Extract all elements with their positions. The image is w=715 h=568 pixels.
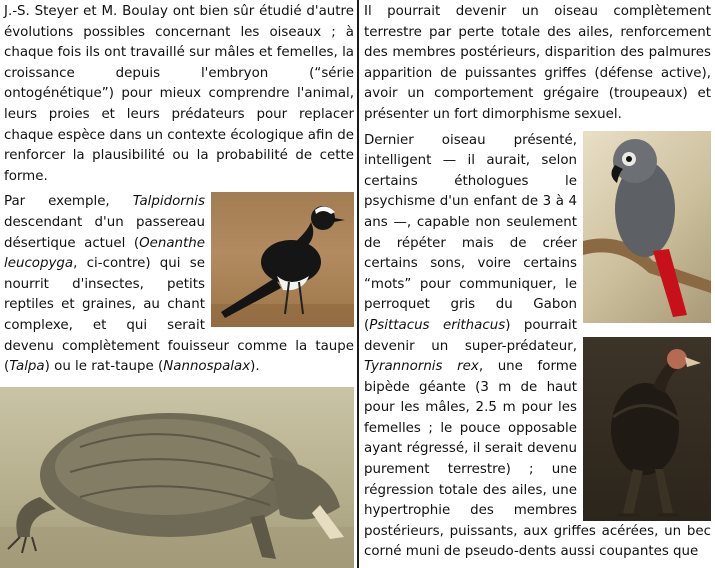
white-crowned-wheatear-photo (211, 192, 354, 327)
left-paragraph-2-block (4, 192, 354, 377)
left-paragraph-2: Par exemple, Talpidornis descendant d'un passereau désertique actuel (Oenanthe leucopyga, ci-contre) qui se nourrit d'insectes, petits reptiles et graines, au chant complexe, et qui serait devenu complètement fouisseur comme la taupe (Talpa) ou le rat-taupe (Nannospalax). (4, 194, 354, 375)
right-column (364, 2, 711, 563)
taxon-talpidornis: Talpidornis (132, 194, 205, 210)
taxon-talpa: Talpa (9, 359, 45, 375)
right-paragraph-1: Il pourrait devenir un oiseau complètement terrestre par perte totale des ailes, renforcement des membres postérieurs, disparition des palmures apparition de puissantes griffes (défense active), avoir un comportement grégaire (troupeaux) et présenter un fort dimorphisme sexuel. (364, 4, 711, 122)
taxon-tyrannornis: Tyrannornis rex (364, 359, 479, 375)
african-grey-parrot-photo (583, 131, 711, 323)
talpidornis-illustration (0, 387, 354, 568)
tyrannornis-illustration (583, 337, 711, 521)
taxon-nannospalax: Nannospalax (163, 359, 251, 375)
left-paragraph-1: J.-S. Steyer et M. Boulay ont bien sûr étudié d'autre évolutions possibles concernant les oiseaux ; à chaque fois ils ont travaillé sur mâles et femelles, la croissance depuis l'embryon (“série ontogénétique”) pour mieux comprendre l'animal, leurs proies et leurs prédateurs pour replacer chaque espèce dans un contexte écologique afin de renforcer la plausibilité ou la probabilité de cette forme. (4, 4, 354, 184)
taxon-psittacus: Psittacus erithacus (369, 317, 506, 333)
column-divider (357, 0, 359, 568)
right-paragraph-2: Dernier oiseau présenté, intelligent — il aurait, selon certains éthologues le psychisme d'un enfant de 3 à 4 ans —, capable non seulement de répéter mais de créer certains sons, voire certains “mots” pour communiquer, le perroquet gris du Gabon (Psittacus erithacus) pourrait devenir un super-prédateur, Tyrannornis rex, une forme bipède géante (3 m de haut pour les mâles, 2.5 m pour les femelles ; le pouce opposable ayant régressé, il serait devenu purement terrestre) ; une régression totale des ailes, une hypertrophie des membres postérieurs, puissants, aux griffes acérées, un bec corné muni de pseudo-dents aussi coupantes que (364, 132, 711, 560)
right-paragraph-2-block (364, 131, 711, 563)
taxon-oenanthe: Oenanthe leucopyga (4, 235, 205, 272)
left-column (4, 2, 354, 378)
